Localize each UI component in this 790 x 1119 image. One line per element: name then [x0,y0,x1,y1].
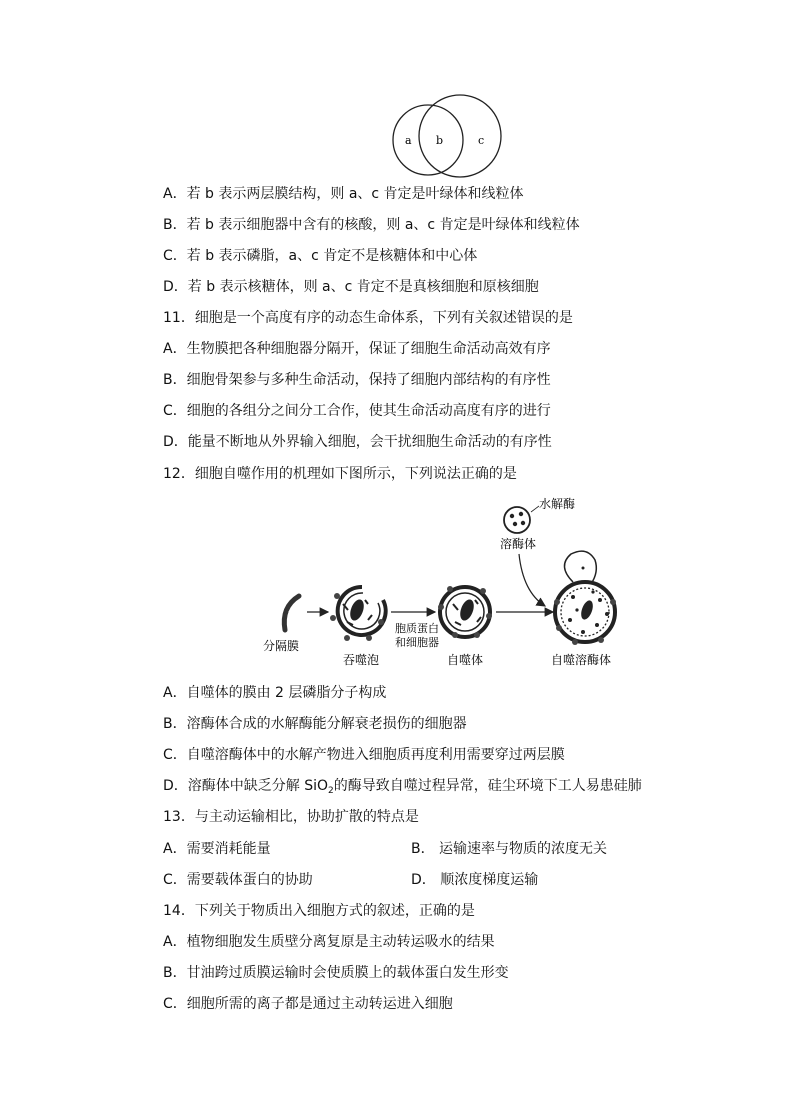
q12-option-d-part2: 的酶导致自噬过程异常，硅尘环境下工人易患硅肺 [333,778,642,794]
autophagosome-shape [438,586,492,638]
label-hydrolase: 水解酶 [539,497,576,511]
q12-option-d-subscript: 2 [328,786,334,796]
q12-option-a: A．自噬体的膜由 2 层磷脂分子构成 [163,685,387,701]
venn-circle-right [419,95,501,177]
q10-option-d: D．若 b 表示核糖体，则 a、c 肯定不是真核细胞和原核细胞 [163,279,539,295]
venn-label-a: a [405,134,412,147]
q13-option-d: D． 顺浓度梯度运输 [411,872,539,888]
venn-label-c: c [478,134,485,147]
q14-option-c: C．细胞所需的离子都是通过主动转运进入细胞 [163,996,453,1012]
q12-option-d [163,777,642,800]
q14-option-b: B．甘油跨过质膜运输时会使质膜上的载体蛋白发生形变 [163,965,509,981]
q12-stem: 12．细胞自噬作用的机理如下图所示，下列说法正确的是 [163,466,517,482]
q13-option-b: B． 运输速率与物质的浓度无关 [411,841,608,857]
q13-stem: 13．与主动运输相比，协助扩散的特点是 [163,809,419,825]
venn-label-b: b [436,134,444,147]
q13-option-c: C．需要载体蛋白的协助 [163,872,313,888]
label-autophagosome: 自噬体 [447,653,484,667]
q13-option-a: A．需要消耗能量 [163,841,271,857]
label-autolysosome: 自噬溶酶体 [551,653,612,667]
q14-option-a: A．植物细胞发生质壁分离复原是主动转运吸水的结果 [163,934,495,950]
q11-option-d: D．能量不断地从外界输入细胞，会干扰细胞生命活动的有序性 [163,434,552,450]
label-lysosome: 溶酶体 [500,537,537,551]
q11-option-c: C．细胞的各组分之间分工合作，使其生命活动高度有序的进行 [163,403,551,419]
autolysosome-shape [554,551,616,645]
q12-option-d-part1: D．溶酶体中缺乏分解 SiO [163,778,329,794]
q14-stem: 14．下列关于物质出入细胞方式的叙述，正确的是 [163,903,475,919]
isolation-membrane-shape [284,596,299,630]
q12-option-b: B．溶酶体合成的水解酶能分解衰老损伤的细胞器 [163,716,467,732]
phagosome-shape [330,587,386,641]
label-isolation-membrane: 分隔膜 [263,639,300,653]
q10-option-a: A．若 b 表示两层膜结构，则 a、c 肯定是叶绿体和线粒体 [163,186,524,202]
label-cargo-line1: 胞质蛋白 [395,622,439,635]
q12-option-c: C．自噬溶酶体中的水解产物进入细胞质再度利用需要穿过两层膜 [163,747,565,763]
q11-option-b: B．细胞骨架参与多种生命活动，保持了细胞内部结构的有序性 [163,372,551,388]
q11-stem: 11．细胞是一个高度有序的动态生命体系，下列有关叙述错误的是 [163,310,573,326]
lysosome-shape [504,507,530,533]
q10-option-b: B．若 b 表示细胞器中含有的核酸，则 a、c 肯定是叶绿体和线粒体 [163,217,580,233]
label-cargo-line2: 和细胞器 [395,636,439,649]
venn-circle-left [393,105,463,175]
q11-option-a: A．生物膜把各种细胞器分隔开，保证了细胞生命活动高效有序 [163,341,551,357]
autophagy-figure [255,492,655,672]
venn-diagram [388,94,508,184]
q10-option-c: C．若 b 表示磷脂，a、c 肯定不是核糖体和中心体 [163,248,478,264]
label-phagosome: 吞噬泡 [343,653,380,667]
